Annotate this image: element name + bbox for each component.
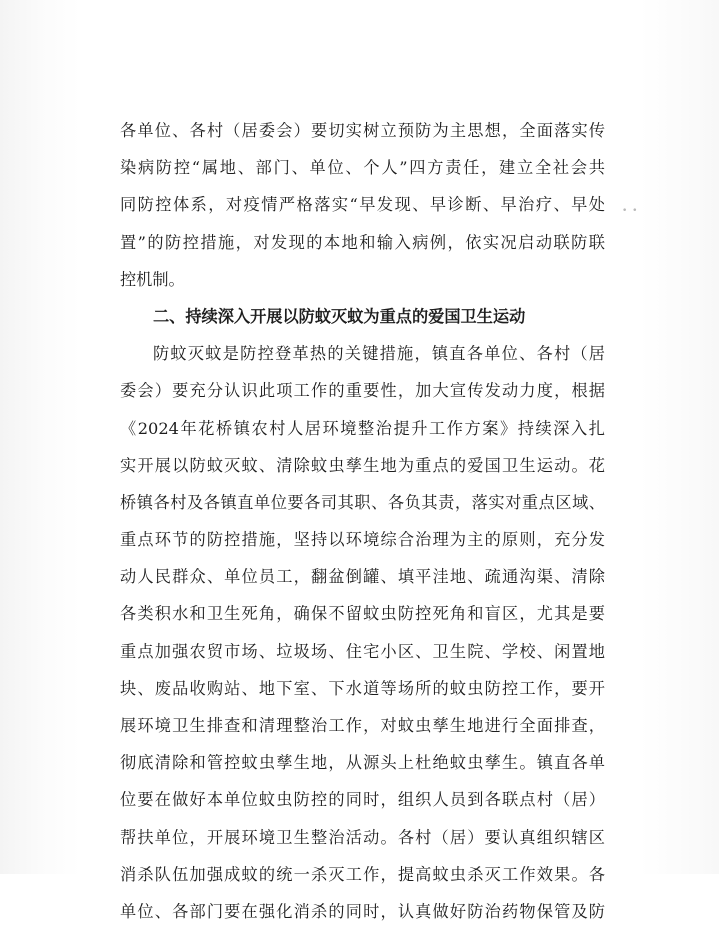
paragraph-line: 消杀队伍加强成蚊的统一杀灭工作，提高蚊虫杀灭工作效果。各 <box>120 864 605 884</box>
paragraph-line: 各类积水和卫生死角，确保不留蚊虫防控死角和盲区，尤其是要 <box>120 604 605 624</box>
paragraph-line: 防蚊灭蚊是防控登革热的关键措施，镇直各单位、各村（居 <box>153 344 605 364</box>
paragraph-line: 重点加强农贸市场、垃圾场、住宅小区、卫生院、学校、闲置地 <box>120 641 605 661</box>
paragraph-line: 桥镇各村及各镇直单位要各司其职、各负其责，落实对重点区域、 <box>120 492 605 512</box>
document-body <box>120 112 605 930</box>
scan-speck: • • <box>622 206 639 216</box>
paragraph-line: 动人民群众、单位员工，翻盆倒罐、填平洼地、疏通沟渠、清除 <box>120 567 605 587</box>
paragraph-line: 位要在做好本单位蚊虫防控的同时，组织人员到各联点村（居） <box>120 790 605 810</box>
paragraph-line: 彻底清除和管控蚊虫孳生地，从源头上杜绝蚊虫孳生。镇直各单 <box>120 753 605 773</box>
paragraph-line: 帮扶单位，开展环境卫生整治活动。各村（居）要认真组织辖区 <box>120 827 605 847</box>
paragraph-line: 控机制。 <box>120 269 185 289</box>
paragraph-line: 委会）要充分认识此项工作的重要性，加大宣传发动力度，根据 <box>120 381 605 401</box>
paragraph-line: 《2024年花桥镇农村人居环境整治提升工作方案》持续深入扎 <box>120 418 605 438</box>
paragraph-line: 实开展以防蚊灭蚊、清除蚊虫孳生地为重点的爱国卫生运动。花 <box>120 455 605 475</box>
paragraph-line: 重点环节的防控措施，坚持以环境综合治理为主的原则，充分发 <box>120 530 605 550</box>
paragraph-line: 各单位、各村（居委会）要切实树立预防为主思想，全面落实传 <box>120 121 605 140</box>
paragraph-line: 展环境卫生排查和清理整治工作，对蚊虫孳生地进行全面排查， <box>120 716 605 735</box>
paragraph-line: 染病防控“属地、部门、单位、个人”四方责任，建立全社会共 <box>120 158 605 178</box>
paragraph-line: 块、废品收购站、地下室、下水道等场所的蚊虫防控工作，要开 <box>120 678 605 698</box>
paragraph-line: 单位、各部门要在强化消杀的同时，认真做好防治药物保管及防 <box>120 901 605 921</box>
paragraph-line: 同防控体系，对疫情严格落实“早发现、早诊断、早治疗、早处 <box>120 195 605 215</box>
paragraph-line: 置”的防控措施，对发现的本地和输入病例，依实况启动联防联 <box>120 232 605 252</box>
section-heading: 二、持续深入开展以防蚊灭蚊为重点的爱国卫生运动 <box>153 306 526 326</box>
